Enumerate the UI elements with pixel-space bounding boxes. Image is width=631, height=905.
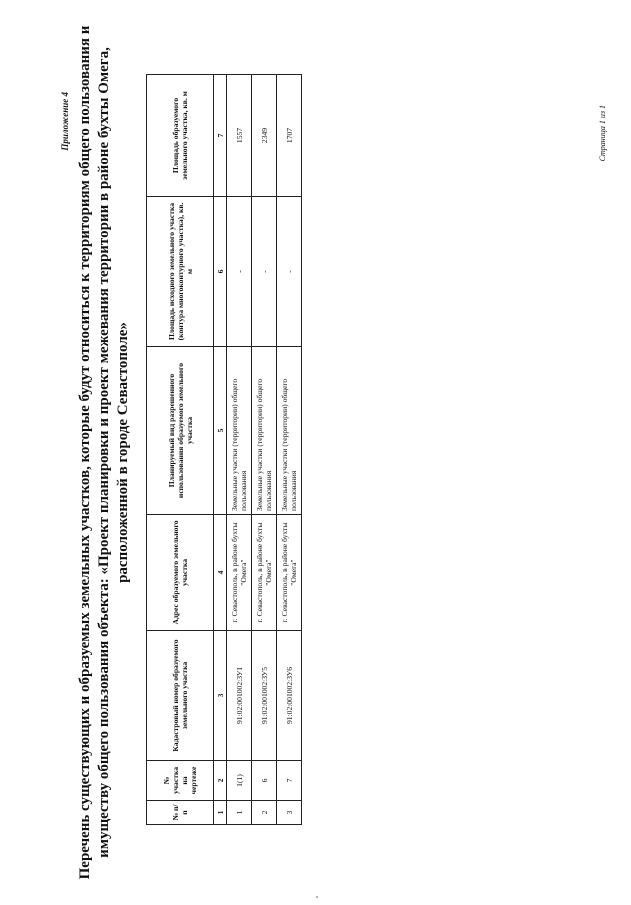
header-cell: Площадь исходного земельного участка (контура многоконтурного участка), кв. м [147, 197, 214, 347]
table-row [227, 75, 252, 825]
cell-area: 2349 [252, 75, 277, 197]
column-number: 7 [214, 75, 227, 197]
cell-address: г. Севастополь, в районе бухты "Омега" [252, 515, 277, 631]
cell-source-area: - [227, 197, 252, 347]
column-number: 5 [214, 347, 227, 515]
title-line-3: расположенной в городе Севастополе» [115, 322, 131, 583]
title-line-2: имуществу общего пользования объекта: «Проект планировки и проект межевания территории в районе бухты Омега, [96, 47, 112, 858]
column-number: 4 [214, 515, 227, 631]
table-header-row [147, 75, 214, 825]
cell-permitted-use: Земельные участки (территории) общего пользования [227, 347, 252, 515]
header-cell: Площадь образуемого земельного участка, кв. м [147, 75, 214, 197]
cell-permitted-use: Земельные участки (территории) общего пользования [252, 347, 277, 515]
title-line-1: Перечень существующих и образуемых земельных участков, которые будут относиться к территориям общего пользования и [77, 25, 93, 880]
column-number-row [214, 75, 227, 825]
cell-index: 3 [277, 801, 302, 825]
header-cell: Планируемый вид разрешенного использования образуемого земельного участка [147, 347, 214, 515]
cell-cadastral-number: 91:02:001002:ЗУ5 [252, 631, 277, 761]
cell-source-area: - [277, 197, 302, 347]
cell-plot-number: 6 [252, 761, 277, 801]
column-number: 3 [214, 631, 227, 761]
document-title [76, 20, 133, 885]
cell-area: 1707 [277, 75, 302, 197]
header-cell: Адрес образуемого земельного участка [147, 515, 214, 631]
cell-index: 2 [252, 801, 277, 825]
cell-area: 1557 [227, 75, 252, 197]
cell-address: г. Севастополь, в районе бухты "Омега" [227, 515, 252, 631]
land-plots-table [146, 74, 302, 825]
header-cell: № участка на чертеже [147, 761, 214, 801]
cell-plot-number: 7 [277, 761, 302, 801]
header-cell: № п/п [147, 801, 214, 825]
scan-speck [316, 896, 318, 898]
cell-plot-number: 1(1) [227, 761, 252, 801]
cell-index: 1 [227, 801, 252, 825]
table-row [252, 75, 277, 825]
cell-address: г. Севастополь, в районе бухты "Омега" [277, 515, 302, 631]
cell-source-area: - [252, 197, 277, 347]
page-number: Страница 1 из 1 [598, 105, 607, 162]
column-number: 6 [214, 197, 227, 347]
column-number: 2 [214, 761, 227, 801]
table-row [277, 75, 302, 825]
cell-cadastral-number: 91:02:001002:ЗУ1 [227, 631, 252, 761]
cell-permitted-use: Земельные участки (территории) общего пользования [277, 347, 302, 515]
appendix-label: Приложение 4 [60, 92, 70, 151]
column-number: 1 [214, 801, 227, 825]
header-cell: Кадастровый номер образуемого земельного участка [147, 631, 214, 761]
cell-cadastral-number: 91:02:001002:ЗУ6 [277, 631, 302, 761]
